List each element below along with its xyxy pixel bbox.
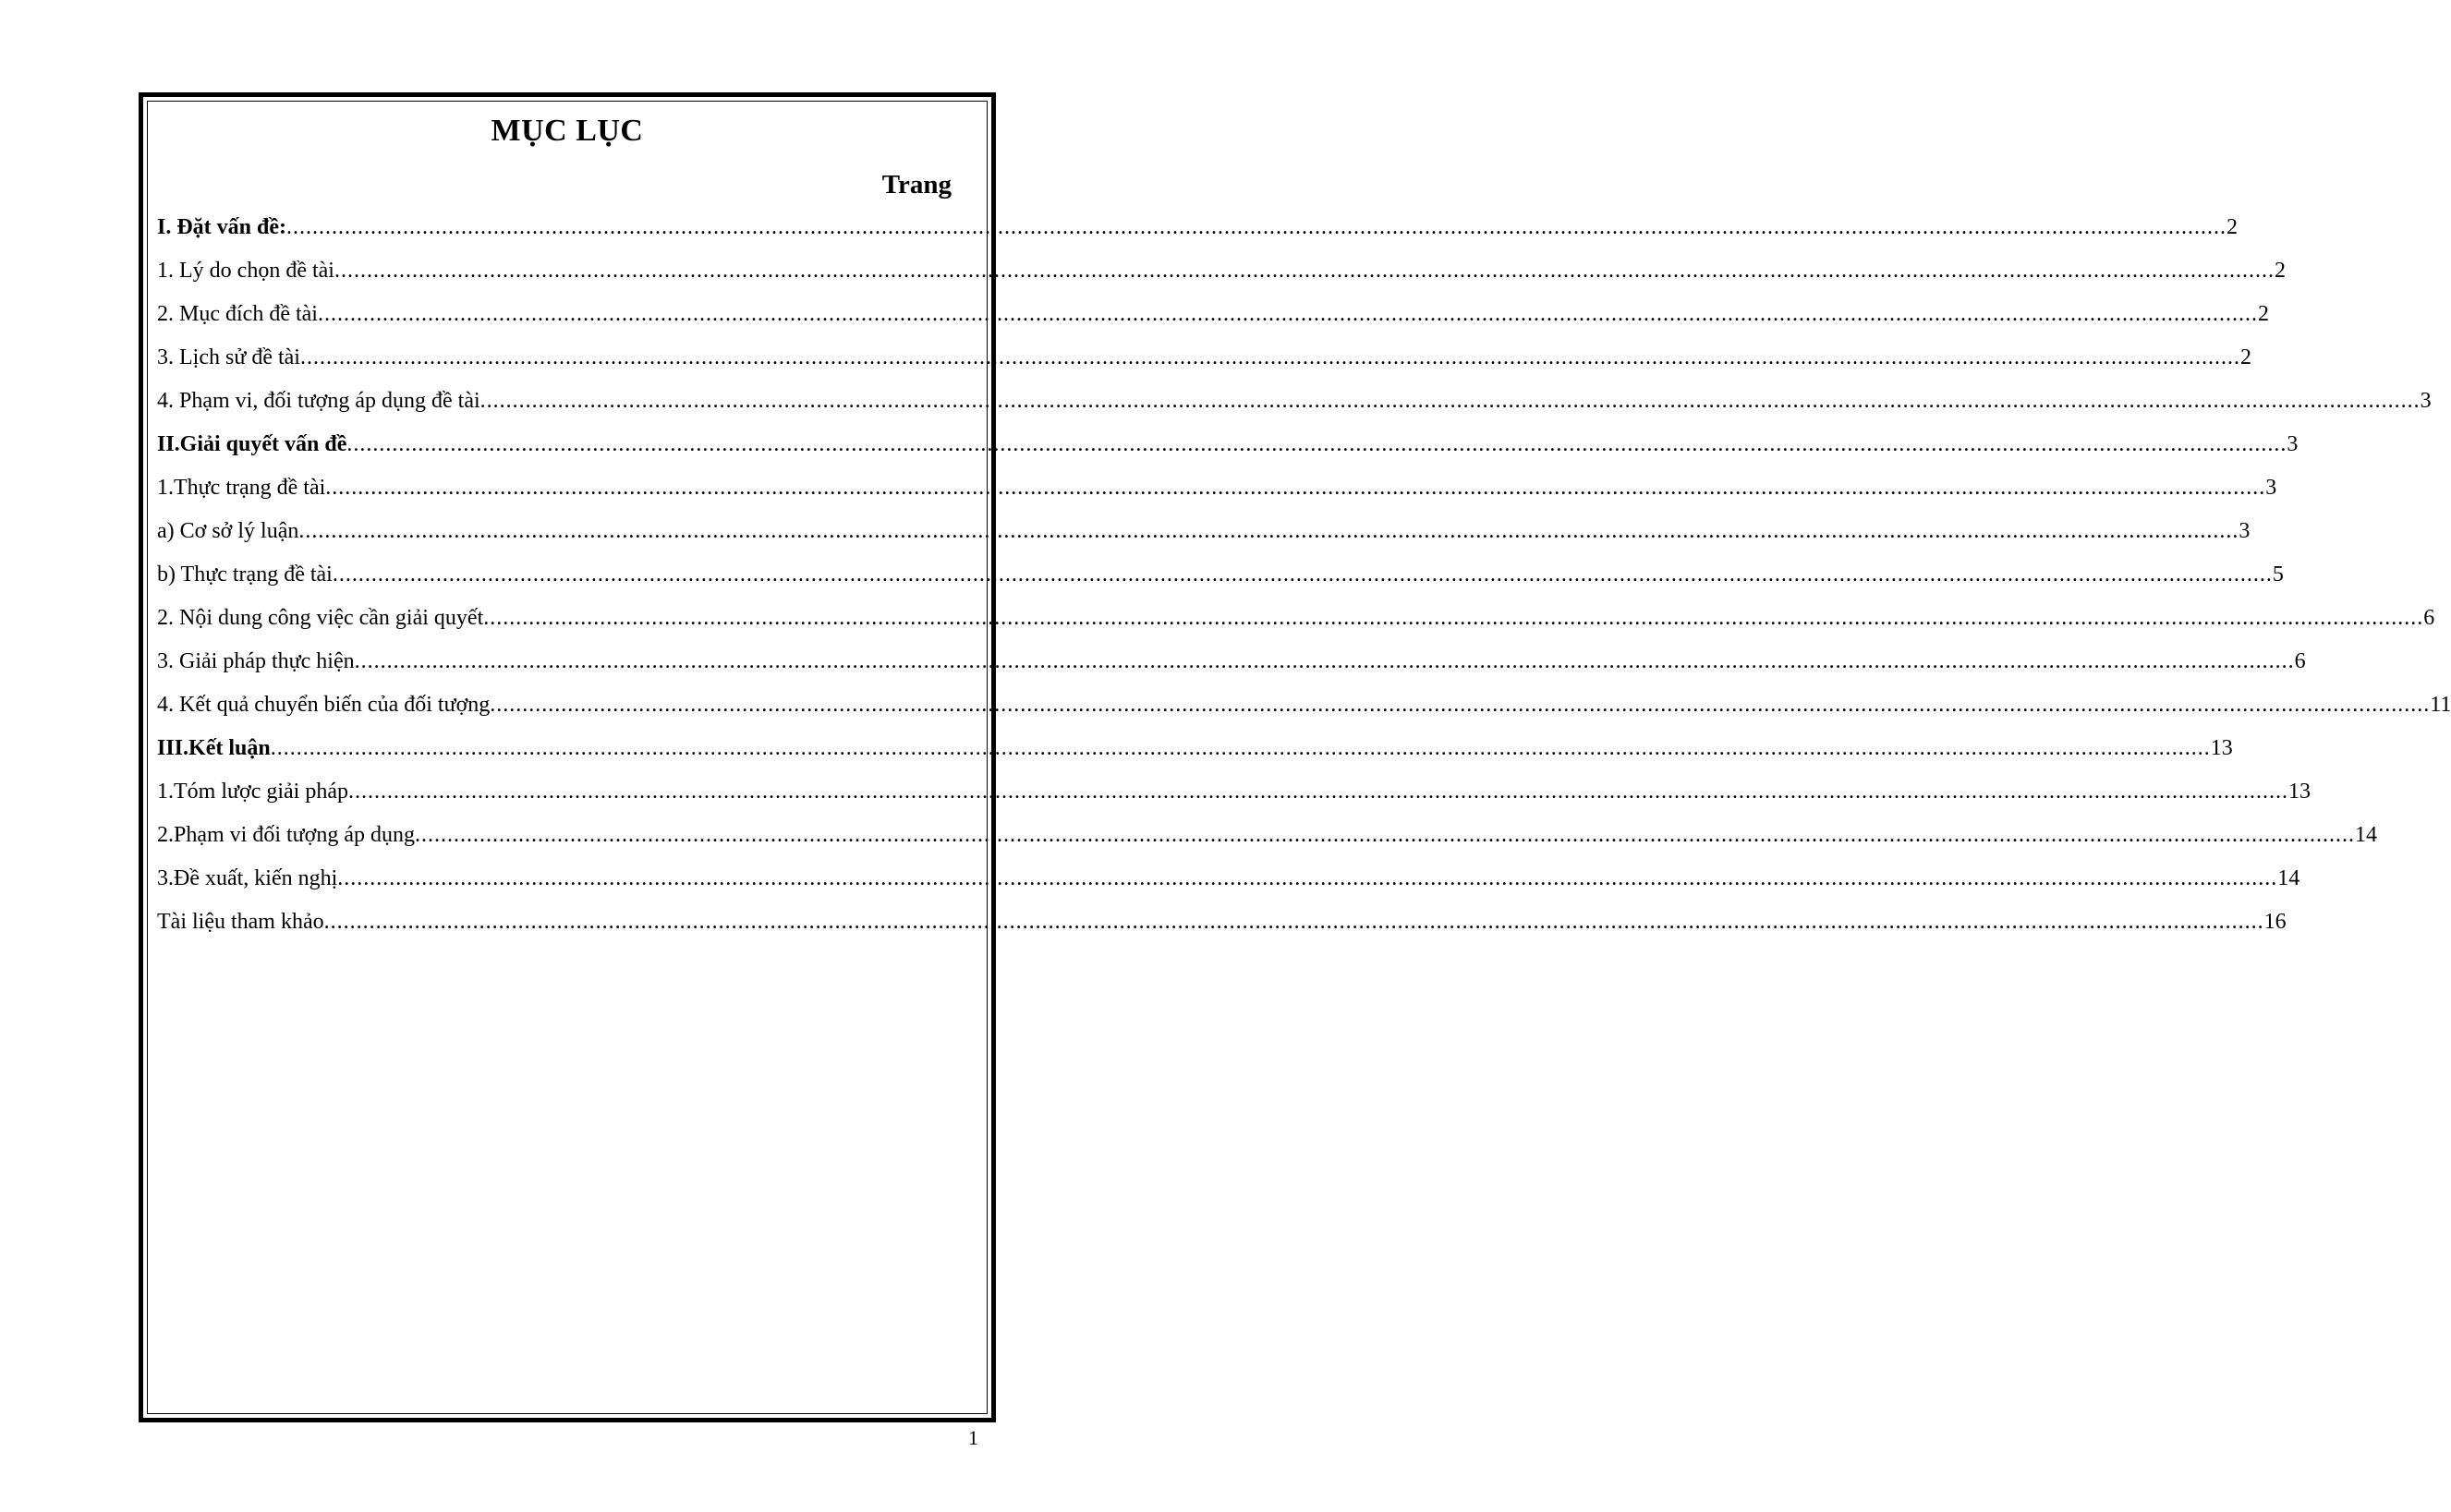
- toc-list: [157, 213, 2451, 951]
- toc-entry-page: 2: [2239, 345, 2251, 369]
- toc-item-row: [157, 604, 2435, 647]
- toc-item-row: [157, 387, 2432, 430]
- toc-item-row: [157, 344, 2251, 387]
- toc-entry-page: 2: [2227, 215, 2239, 239]
- toc-item-row: [157, 691, 2451, 734]
- toc-dot-leader: ............................................................................................................................................................................................................................................................................................................: [270, 736, 2211, 760]
- toc-dot-leader: ............................................................................................................................................................................................................................................................................................................: [298, 519, 2239, 543]
- toc-dot-leader: ............................................................................................................................................................................................................................................................................................................: [323, 910, 2264, 934]
- toc-dot-leader: ............................................................................................................................................................................................................................................................................................................: [299, 345, 2240, 369]
- toc-title: MỤC LỤC: [491, 114, 644, 148]
- toc-entry-page: 14: [2277, 866, 2300, 890]
- toc-item-row: [157, 257, 2286, 300]
- toc-entry-page: 14: [2355, 823, 2378, 847]
- toc-section-row: [157, 734, 2233, 778]
- toc-dot-leader: ............................................................................................................................................................................................................................................................................................................: [354, 649, 2295, 673]
- toc-dot-leader: ............................................................................................................................................................................................................................................................................................................: [332, 562, 2273, 587]
- toc-entry-label: 2.Phạm vi đối tượng áp dụng: [157, 823, 416, 847]
- page-border-inner: [147, 101, 2451, 1414]
- toc-dot-leader: ............................................................................................................................................................................................................................................................................................................: [483, 606, 2424, 630]
- toc-entry-label: 1.Thực trạng đề tài: [157, 476, 326, 500]
- toc-entry-page: 6: [2294, 649, 2306, 673]
- toc-section-row: [157, 430, 2299, 474]
- toc-entry-page: 2: [2274, 259, 2286, 283]
- toc-entry-label: 3. Lịch sử đề tài: [157, 345, 300, 369]
- toc-entry-page: 2: [2257, 302, 2269, 326]
- toc-entry-page: 5: [2272, 562, 2284, 587]
- toc-entry-page: 6: [2423, 606, 2435, 630]
- toc-dot-leader: ............................................................................................................................................................................................................................................................................................................: [346, 432, 2287, 456]
- toc-entry-page: 11: [2430, 693, 2451, 717]
- toc-item-row: [157, 300, 2269, 344]
- toc-entry-page: 3: [2287, 432, 2299, 456]
- toc-item-row: [157, 908, 2287, 951]
- toc-item-row: [157, 517, 2251, 561]
- toc-entry-page: 3: [2420, 389, 2432, 413]
- toc-entry-label: 3.Đề xuất, kiến nghị: [157, 866, 338, 890]
- page-number: 1: [968, 1426, 978, 1449]
- toc-item-row: [157, 561, 2284, 604]
- toc-entry-label: 3. Giải pháp thực hiện: [157, 649, 355, 673]
- toc-entry-label: a) Cơ sở lý luận: [157, 519, 299, 543]
- toc-entry-label: 1. Lý do chọn đề tài: [157, 259, 334, 283]
- toc-item-row: [157, 821, 2378, 865]
- toc-entry-page: 16: [2263, 910, 2287, 934]
- toc-entry-page: 13: [2210, 736, 2233, 760]
- toc-dot-leader: ............................................................................................................................................................................................................................................................................................................: [325, 476, 2266, 500]
- toc-section-row: [157, 213, 2239, 257]
- toc-entry-label: 1.Tóm lược giải pháp: [157, 780, 348, 804]
- toc-dot-leader: ............................................................................................................................................................................................................................................................................................................: [337, 866, 2278, 890]
- toc-entry-page: 3: [2239, 519, 2251, 543]
- toc-item-row: [157, 778, 2311, 821]
- toc-dot-leader: ............................................................................................................................................................................................................................................................................................................: [286, 215, 2227, 239]
- toc-entry-label: II.Giải quyết vấn đề: [157, 432, 347, 456]
- toc-dot-leader: ............................................................................................................................................................................................................................................................................................................: [479, 389, 2421, 413]
- toc-entry-page: 3: [2265, 476, 2277, 500]
- toc-entry-label: 4. Phạm vi, đối tượng áp dụng đề tài: [157, 389, 480, 413]
- toc-entry-label: b) Thực trạng đề tài: [157, 562, 333, 587]
- toc-entry-label: 4. Kết quả chuyển biến của đối tượng: [157, 693, 491, 717]
- toc-item-row: [157, 865, 2300, 908]
- page-column-label: Trang: [881, 170, 952, 200]
- toc-entry-label: I. Đặt vấn đề:: [157, 215, 287, 239]
- toc-entry-label: 2. Nội dung công việc cần giải quyết: [157, 606, 484, 630]
- toc-item-row: [157, 474, 2277, 517]
- toc-entry-page: 13: [2288, 780, 2311, 804]
- toc-entry-label: 2. Mục đích đề tài: [157, 302, 318, 326]
- toc-dot-leader: ............................................................................................................................................................................................................................................................................................................: [490, 693, 2431, 717]
- toc-dot-leader: ............................................................................................................................................................................................................................................................................................................: [334, 259, 2275, 283]
- toc-dot-leader: ............................................................................................................................................................................................................................................................................................................: [317, 302, 2258, 326]
- toc-entry-label: III.Kết luận: [157, 736, 271, 760]
- page-border: [139, 92, 2451, 1422]
- toc-dot-leader: ............................................................................................................................................................................................................................................................................................................: [415, 823, 2356, 847]
- toc-item-row: [157, 647, 2306, 691]
- toc-entry-label: Tài liệu tham khảo: [157, 910, 324, 934]
- toc-dot-leader: ............................................................................................................................................................................................................................................................................................................: [348, 780, 2288, 804]
